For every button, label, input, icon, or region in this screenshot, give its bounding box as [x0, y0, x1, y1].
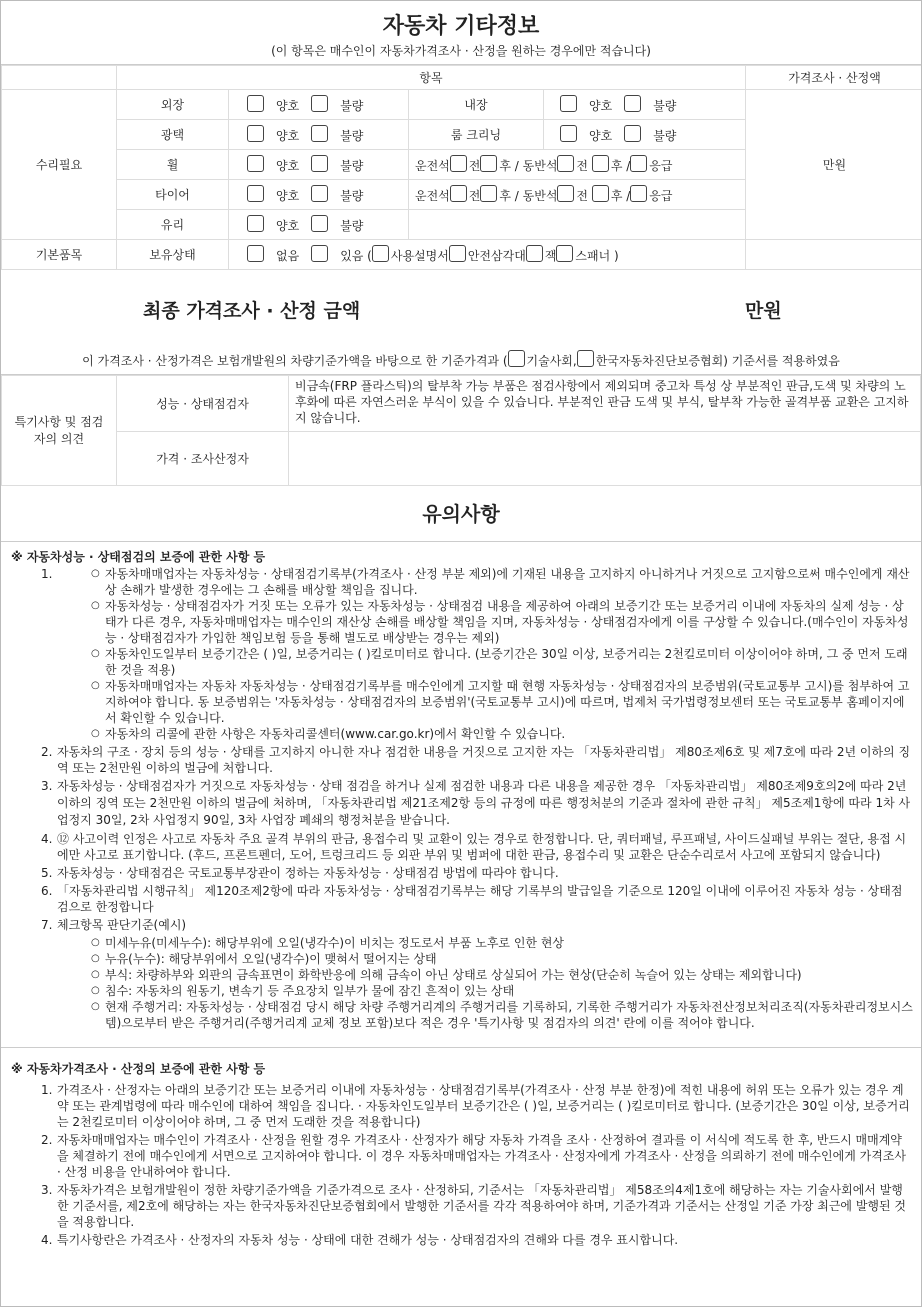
glass-options [229, 210, 409, 240]
list-text: 가격조사 · 산정자는 아래의 보증기간 또는 보증거리 이내에 자동차성능 · 상태점검기록부(가격조사 · 산정 부분 한정)에 적힌 내용에 허위 또는 오류가 있는 경우 계약 또는 관계법령에 따라 매수인에 대하여 책임을 집니다. · 자동차인도일부터 보증기간은 ( )일, 보증거리는 ( )킬로미터로 합니다. (보증기간은 30일 이상, 보증거리는 2천킬로미터 이상이어야 하며, 그 중 먼저 도래한 것을 적용합니다) [57, 1083, 910, 1129]
driver-seat-label: 운전석 [415, 189, 450, 203]
room-cleaning-good-checkbox[interactable] [560, 125, 577, 142]
good-label: 양호 [276, 99, 300, 113]
repair-needed-label: 수리필요 [2, 90, 117, 240]
wheel-position-options [409, 150, 746, 180]
price-basis-statement [1, 350, 921, 369]
list-sub-text: 부식: 차량하부와 외판의 금속표면이 화학반응에 의해 금속이 아닌 상태로 상실되어 가는 현상(단순히 녹슬어 있는 상태는 제외합니다) [105, 968, 802, 982]
rear-label: 후 / [610, 159, 631, 173]
circle-bullet-icon: ○ [91, 953, 100, 964]
spanner-label: 스패너 ) [575, 249, 619, 263]
list-number: 2. [41, 745, 53, 759]
list-sub-item [1, 935, 921, 951]
basis-prefix: 이 가격조사 · 산정가격은 보험개발원의 차량기준가액을 바탕으로 한 기준가격과 ( [82, 354, 508, 368]
gloss-good-checkbox[interactable] [247, 125, 264, 142]
gloss-bad-checkbox[interactable] [311, 125, 328, 142]
appraiser-opinion-text [289, 432, 921, 486]
interior-label: 내장 [409, 90, 544, 120]
bad-label: 불량 [340, 159, 364, 173]
tire-emergency-checkbox[interactable] [630, 185, 647, 202]
list-sub-item [1, 951, 921, 967]
opinion-label: 특기사항 및 점검자의 의견 [2, 376, 117, 486]
list-number: 4. [41, 1233, 53, 1247]
circle-bullet-icon: ○ [91, 969, 100, 980]
empty-header-cell [2, 66, 117, 90]
notice-section-2-list [1, 1082, 921, 1248]
notice-section-1-list [1, 566, 921, 1031]
circle-bullet-icon: ○ [91, 680, 100, 691]
list-item [1, 1182, 921, 1230]
wheel-good-checkbox[interactable] [247, 155, 264, 172]
gloss-label: 광택 [117, 120, 229, 150]
item1-sub-list [1, 566, 921, 742]
interior-good-checkbox[interactable] [560, 95, 577, 112]
notice-section-1-heading: ※ 자동차성능 · 상태점검의 보증에 관한 사항 등 [11, 550, 266, 564]
list-sub-item [1, 566, 921, 598]
opinion-table [1, 375, 921, 486]
bad-label: 불량 [340, 129, 364, 143]
list-sub-text: 누유(누수): 해당부위에서 오일(냉각수)이 맺혀서 떨어지는 상태 [105, 952, 437, 966]
exterior-bad-checkbox[interactable] [311, 95, 328, 112]
circle-bullet-icon: ○ [91, 648, 100, 659]
manual-checkbox[interactable] [372, 245, 389, 262]
appraiser-label: 가격 · 조사산정자 [117, 432, 289, 486]
price-column-header: 가격조사 · 산정액 [746, 66, 922, 90]
tire-options [229, 180, 409, 210]
list-sub-text: 미세누유(미세누수): 해당부위에 오일(냉각수)이 비치는 정도로서 부품 노후로 인한 현상 [105, 936, 565, 950]
tire-driver-rear-checkbox[interactable] [480, 185, 497, 202]
circle-bullet-icon: ○ [91, 1001, 100, 1012]
bad-label: 불량 [653, 99, 677, 113]
diagnosis-association-checkbox[interactable] [577, 350, 594, 367]
good-label: 양호 [589, 129, 613, 143]
list-number: 6. [41, 884, 53, 898]
list-item [1, 917, 921, 933]
have-label: 있음 ( [340, 249, 372, 263]
room-cleaning-label: 룸 크리닝 [409, 120, 544, 150]
rear-label: 후 / [610, 189, 631, 203]
good-label: 양호 [589, 99, 613, 113]
list-item [1, 865, 921, 881]
list-text: 체크항목 판단기준(예시) [57, 918, 187, 932]
list-text: 자동차성능 · 상태점검자가 거짓으로 자동차성능 · 상태 점검을 하거나 실제 점검한 내용과 다른 내용을 제공한 경우 「자동차관리법」 제80조제9호의2에 따라 2년 이하의 징역 또는 2천만원 이하의 벌금에 처하며, 「자동차관리법 제21조제2항 등의 규정에 따른 행정처분의 기준과 절차에 관한 규칙」 제5조제1항에 따라 1차 사업정지 30일, 2차 사업정지 90일, 3차 사업장 폐쇄의 행정처분을 받습니다. [57, 779, 911, 827]
bad-label: 불량 [340, 219, 364, 233]
front-label: 전 [468, 159, 481, 173]
list-number: 1. [41, 1083, 53, 1097]
list-number: 7. [41, 918, 53, 932]
holding-have-checkbox[interactable] [311, 245, 328, 262]
interior-bad-checkbox[interactable] [624, 95, 641, 112]
price-amount-cell [746, 90, 922, 240]
good-label: 양호 [276, 189, 300, 203]
list-text: 「자동차관리법 시행규칙」 제120조제2항에 따라 자동차성능 · 상태점검기록부는 해당 기록부의 발급일을 기준으로 120일 이내에 이루어진 자동차 성능 · 상태점검으로 한정합니다 [57, 884, 903, 914]
wheel-passenger-rear-checkbox[interactable] [592, 155, 609, 172]
list-sub-text: 자동차의 리콜에 관한 사항은 자동차리콜센터(www.car.go.kr)에서 확인할 수 있습니다. [105, 727, 566, 741]
list-item [1, 883, 921, 915]
inspector-opinion-text: 비금속(FRP 플라스틱)의 탈부착 가능 부품은 점검사항에서 제외되며 중고차 특성 상 부분적인 판금,도색 및 차량의 노후화에 따른 자연스러운 부식이 있을 수 있습니다. 부분적인 판금 도색 및 부식, 탈부착 가능한 골격부품 교환은 고지하지 않습니다. [289, 376, 921, 432]
list-item [1, 778, 921, 829]
good-label: 양호 [276, 129, 300, 143]
jack-checkbox[interactable] [526, 245, 543, 262]
front-label: 전 [576, 189, 589, 203]
other-info-table [1, 65, 922, 270]
emergency-label: 응급 [649, 189, 673, 203]
list-text: 특기사항란은 가격조사 · 산정자의 자동차 성능 · 상태에 대한 견해가 성능 · 상태점검자의 견해와 다를 경우 표시합니다. [57, 1233, 679, 1247]
final-price-unit: 만원 [745, 300, 782, 322]
list-sub-item [1, 598, 921, 646]
wheel-options [229, 150, 409, 180]
list-number: 3. [41, 1183, 53, 1197]
tire-passenger-rear-checkbox[interactable] [592, 185, 609, 202]
front-label: 전 [468, 189, 481, 203]
wheel-passenger-front-checkbox[interactable] [557, 155, 574, 172]
circle-bullet-icon: ○ [91, 568, 100, 579]
tire-passenger-front-checkbox[interactable] [557, 185, 574, 202]
empty-cell [409, 210, 746, 240]
circle-bullet-icon: ○ [91, 937, 100, 948]
wheel-emergency-checkbox[interactable] [630, 155, 647, 172]
list-sub-text: 자동차매매업자는 자동차성능 · 상태점검기록부(가격조사 · 산정 부분 제외)에 기재된 내용을 고지하지 아니하거나 거짓으로 고지함으로써 매수인에게 재산상 손해가 발생한 경우에는 그 손해를 배상할 책임을 집니다. [105, 567, 910, 597]
wheel-label: 휠 [117, 150, 229, 180]
list-sub-text: 현재 주행거리: 자동차성능 · 상태점검 당시 해당 차량 주행거리계의 주행거리를 기록하되, 기록한 주행거리가 자동차전산정보처리조직(자동차관리정보시스템)으로부터 받은 주행거리(주행거리계 교체 정보 포함)보다 적은 경우 '특기사항 및 점검자의 의견' 란에 이를 적어야 합니다. [105, 1000, 913, 1030]
list-item [1, 1132, 921, 1180]
bad-label: 불량 [340, 189, 364, 203]
rear-label: 후 / 동반석 [499, 159, 558, 173]
exterior-options [229, 90, 409, 120]
wheel-bad-checkbox[interactable] [311, 155, 328, 172]
header [1, 1, 921, 65]
list-text: 자동차매매업자는 매수인이 가격조사 · 산정을 원할 경우 가격조사 · 산정자가 해당 자동차 가격을 조사 · 산정하여 결과를 이 서식에 적도록 한 후, 반드시 매매계약을 체결하기 전에 매수인에게 서면으로 고지하여야 합니다. 이 경우 자동차매매업자는 가격조사 · 산정자에게 가격조사 · 산정을 의뢰하기 전에 매수인에게 가격조사 · 산정 비용을 안내하여야 합니다. [57, 1133, 906, 1179]
emergency-label: 응급 [649, 159, 673, 173]
list-item [1, 1082, 921, 1130]
list-number: 1. [41, 567, 53, 581]
triangle-label: 안전삼각대 [467, 249, 526, 263]
list-sub-item [1, 967, 921, 983]
good-label: 양호 [276, 159, 300, 173]
front-label: 전 [576, 159, 589, 173]
gloss-options [229, 120, 409, 150]
page-title: 자동차 기타정보 [382, 14, 540, 39]
circle-bullet-icon: ○ [91, 600, 100, 611]
exterior-label: 외장 [117, 90, 229, 120]
driver-seat-label: 운전석 [415, 159, 450, 173]
bad-label: 불량 [653, 129, 677, 143]
jack-label: 잭 [544, 249, 557, 263]
glass-label: 유리 [117, 210, 229, 240]
circle-bullet-icon: ○ [91, 985, 100, 996]
engineers-society-label: 기술사회, [526, 354, 577, 368]
list-sub-item [1, 983, 921, 999]
wheel-driver-front-checkbox[interactable] [450, 155, 467, 172]
page-subtitle: (이 항목은 매수인이 자동차가격조사 · 산정을 원하는 경우에만 적습니다) [271, 44, 651, 58]
basic-items-label: 기본품목 [2, 240, 117, 270]
notice-section-2-heading: ※ 자동차가격조사 · 산정의 보증에 관한 사항 등 [11, 1062, 266, 1076]
price-unit: 만원 [822, 158, 847, 172]
notice-section-2 [1, 1047, 921, 1248]
holding-options [229, 240, 746, 270]
list-number: 5. [41, 866, 53, 880]
list-sub-item [1, 726, 921, 742]
glass-bad-checkbox[interactable] [311, 215, 328, 232]
final-price-section [1, 270, 921, 375]
manual-label: 사용설명서 [390, 249, 449, 263]
list-item [1, 744, 921, 776]
list-text: 자동차의 구조 · 장치 등의 성능 · 상태를 고지하지 아니한 자나 점검한 내용을 거짓으로 고지한 자는 「자동차관리법」 제80조제6호 및 제7호에 따라 2년 이하의 징역 또는 2천만원 이하의 벌금에 처합니다. [57, 745, 911, 775]
empty-cell [746, 240, 922, 270]
list-sub-text: 자동차매매업자는 자동차 자동차성능 · 상태점검기록부를 매수인에게 고지할 때 현행 자동차성능 · 상태점검자의 보증범위(국토교통부 고시)를 첨부하여 고지하여야 합니다. 동 보증범위는 '자동차성능 · 상태점검자의 보증범위'(국토교통부 고시)에 따르며, 법제처 국가법령정보센터 또는 국토교통부 홈페이지에서 확인할 수 있습니다. [105, 679, 910, 725]
list-text: 자동차가격은 보험개발원이 정한 차량기준가액을 기준가격으로 조사 · 산정하되, 기준서는 「자동차관리법」 제58조의4제1호에 해당하는 자는 기술사회에서 발행한 기준서를, 제2호에 해당하는 자는 한국자동차진단보증협회에서 발행한 기준서를 각각 적용하여야 하며, 기준가격과 기준서는 산정일 기준 가장 최근에 발행된 것을 적용합니다. [57, 1183, 907, 1229]
tire-good-checkbox[interactable] [247, 185, 264, 202]
none-label: 없음 [276, 249, 300, 263]
circle-bullet-icon: ○ [91, 728, 100, 739]
list-sub-item [1, 678, 921, 726]
glass-good-checkbox[interactable] [247, 215, 264, 232]
spanner-checkbox[interactable] [556, 245, 573, 262]
holding-none-checkbox[interactable] [247, 245, 264, 262]
inspector-label: 성능 · 상태점검자 [117, 376, 289, 432]
holding-status-label: 보유상태 [117, 240, 229, 270]
diagnosis-association-label: 한국자동차진단보증협회) 기준서를 적용하였음 [595, 354, 840, 368]
list-sub-text: 침수: 자동차의 원동기, 변속기 등 주요장치 일부가 물에 잠긴 흔적이 있는 상태 [105, 984, 515, 998]
tire-driver-front-checkbox[interactable] [450, 185, 467, 202]
list-text: 자동차성능 · 상태점검은 국토교통부장관이 정하는 자동차성능 · 상태점검 방법에 따라야 합니다. [57, 866, 559, 880]
room-cleaning-options [544, 120, 746, 150]
wheel-driver-rear-checkbox[interactable] [480, 155, 497, 172]
list-item [1, 831, 921, 863]
list-sub-text: 자동차인도일부터 보증기간은 ( )일, 보증거리는 ( )킬로미터로 합니다. (보증기간은 30일 이상, 보증거리는 2천킬로미터 이상이어야 하며, 그 중 먼저 도래한 것을 적용) [105, 647, 908, 677]
tire-bad-checkbox[interactable] [311, 185, 328, 202]
good-label: 양호 [276, 219, 300, 233]
list-number: 3. [41, 779, 53, 793]
list-sub-item [1, 999, 921, 1031]
triangle-checkbox[interactable] [449, 245, 466, 262]
tire-label: 타이어 [117, 180, 229, 210]
bad-label: 불량 [340, 99, 364, 113]
engineers-society-checkbox[interactable] [508, 350, 525, 367]
tire-position-options [409, 180, 746, 210]
room-cleaning-bad-checkbox[interactable] [624, 125, 641, 142]
list-sub-text: 자동차성능 · 상태점검자가 거짓 또는 오류가 있는 자동차성능 · 상태점검 내용을 제공하여 아래의 보증기간 또는 보증거리 이내에 자동차의 실제 성능 · 상태가 다른 경우, 자동차매매업자는 매수인의 재산상 손해를 배상할 책임을 지며, 자동차성능 · 상태점검자에게 이를 구상할 수 있습니다.(매수인이 자동차성능 · 상태점검자가 가입한 책임보험 등을 통해 별도로 배상받는 경우는 제외) [105, 599, 909, 645]
list-sub-item [1, 646, 921, 678]
list-text: ⑫ 사고이력 인정은 사고로 자동차 주요 골격 부위의 판금, 용접수리 및 교환이 있는 경우로 한정합니다. 단, 쿼터패널, 루프패널, 사이드실패널 부위는 절단, 용접 시에만 사고로 표기합니다. (후드, 프론트펜더, 도어, 트렁크리드 등 외판 부위 및 범퍼에 대한 판금, 용접수리 및 교환은 단순수리로서 사고에 포함되지 않습니다) [57, 832, 907, 862]
interior-options [544, 90, 746, 120]
list-number: 4. [41, 832, 53, 846]
item-column-header: 항목 [117, 66, 746, 90]
item7-sub-list [1, 935, 921, 1031]
list-number: 2. [41, 1133, 53, 1147]
final-price-label: 최종 가격조사 · 산정 금액 [143, 300, 361, 322]
rear-label: 후 / 동반석 [499, 189, 558, 203]
exterior-good-checkbox[interactable] [247, 95, 264, 112]
notice-title: 유의사항 [1, 486, 921, 542]
list-item [1, 1232, 921, 1248]
